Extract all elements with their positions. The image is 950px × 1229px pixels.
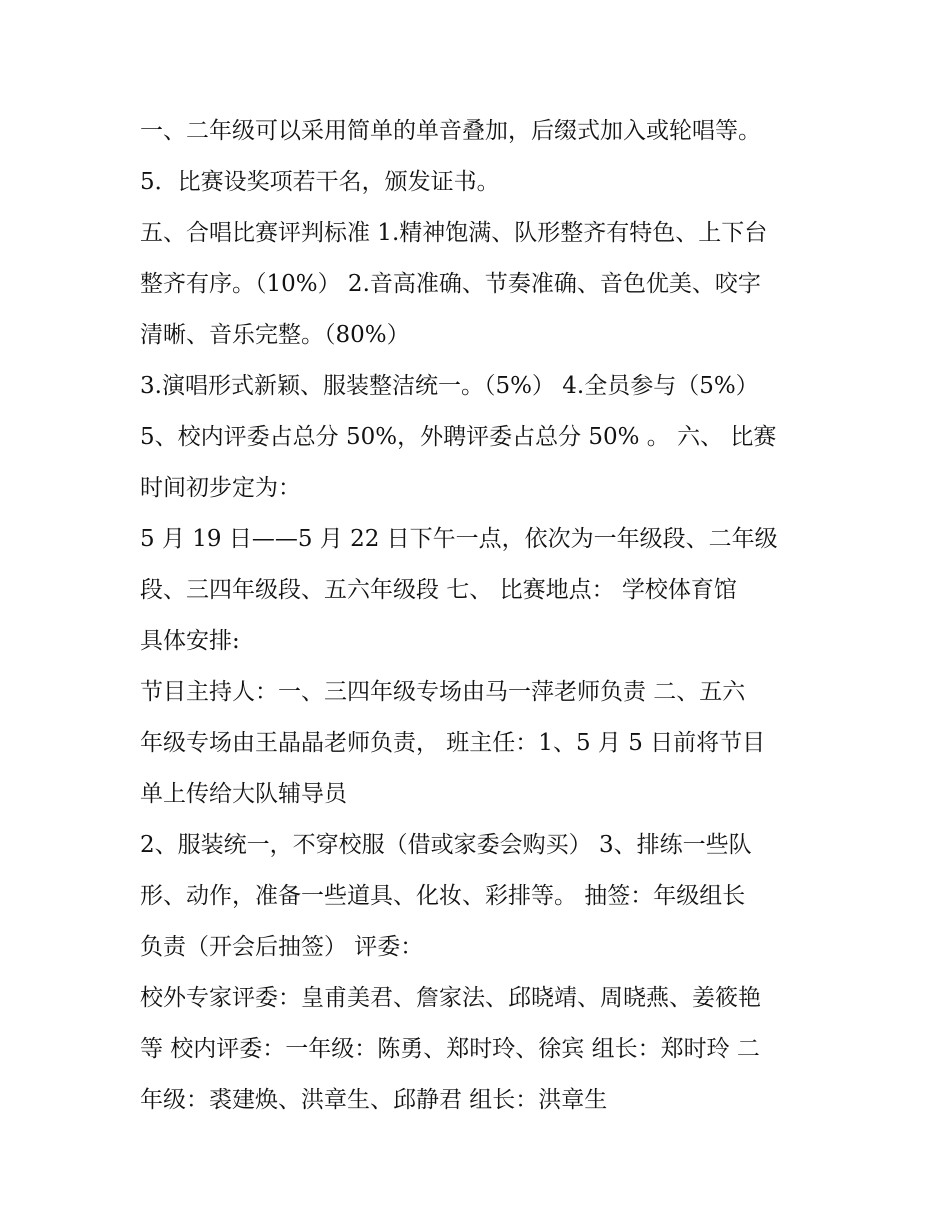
paragraph-2 bbox=[140, 157, 820, 208]
text-line: 年级：裘建焕、洪章生、邱静君 组长：洪章生 bbox=[140, 1087, 608, 1113]
text-line: 5 月 19 日——5 月 22 日下午一点，依次为一年级段、二年级 bbox=[140, 526, 778, 552]
text-line: 校外专家评委：皇甫美君、詹家法、邱晓靖、周晓燕、姜筱艳 bbox=[140, 985, 761, 1011]
paragraph-7 bbox=[140, 820, 820, 973]
text-line: 等 校内评委：一年级：陈勇、郑时玲、徐宾 组长：郑时玲 二 bbox=[140, 1036, 760, 1062]
paragraph-6 bbox=[140, 667, 820, 820]
text-line: 负责（开会后抽签） 评委： bbox=[140, 934, 424, 960]
text-line: 时间初步定为： bbox=[140, 475, 301, 501]
paragraph-4 bbox=[140, 361, 820, 514]
text-line: 5．比赛设奖项若干名，颁发证书。 bbox=[140, 169, 500, 195]
text-line: 一、二年级可以采用简单的单音叠加，后缀式加入或轮唱等。 bbox=[140, 118, 761, 144]
text-line: 形、动作，准备一些道具、化妆、彩排等。 抽签：年级组长 bbox=[140, 883, 746, 909]
text-line: 节目主持人：一、三四年级专场由马一萍老师负责 二、五六 bbox=[140, 679, 746, 705]
text-line: 清晰、音乐完整。（80%） bbox=[140, 322, 410, 348]
text-line: 2、服装统一，不穿校服（借或家委会购买） 3、排练一些队 bbox=[140, 832, 752, 858]
paragraph-5 bbox=[140, 514, 820, 667]
text-line: 段、三四年级段、五六年级段 七、 比赛地点： 学校体育馆 bbox=[140, 577, 737, 603]
text-line: 年级专场由王晶晶老师负责， 班主任：1、5 月 5 日前将节目 bbox=[140, 730, 766, 756]
paragraph-8 bbox=[140, 973, 820, 1126]
document-body bbox=[140, 106, 820, 1126]
paragraph-3 bbox=[140, 208, 820, 361]
text-line: 单上传给大队辅导员 bbox=[140, 781, 347, 807]
paragraph-1 bbox=[140, 106, 820, 157]
text-line: 5、校内评委占总分 50%，外聘评委占总分 50% 。 六、 比赛 bbox=[140, 424, 777, 450]
text-line: 整齐有序。（10%） 2.音高准确、节奏准确、音色优美、咬字 bbox=[140, 271, 761, 297]
text-line: 五、合唱比赛评判标准 1.精神饱满、队形整齐有特色、上下台 bbox=[140, 220, 768, 246]
text-line: 3.演唱形式新颖、服装整洁统一。（5%） 4.全员参与（5%） bbox=[140, 373, 759, 399]
text-line: 具体安排: bbox=[140, 628, 240, 654]
